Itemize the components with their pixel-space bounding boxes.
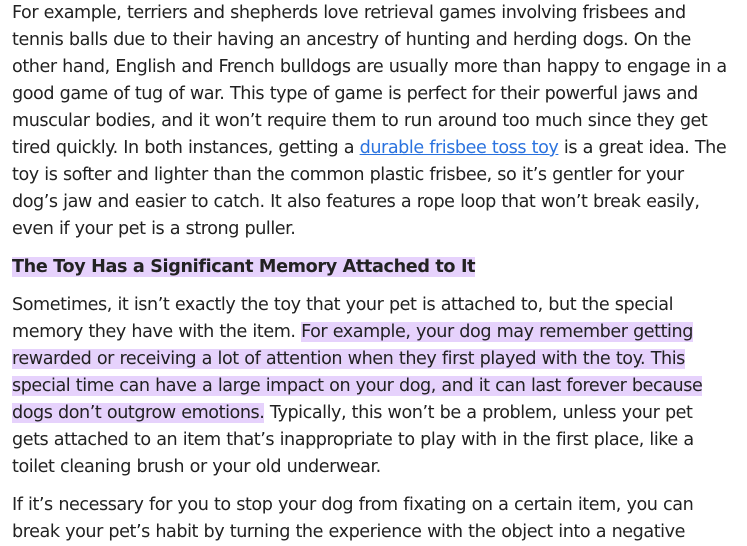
highlighted-text: For example, your dog may remember getting rewarded or receiving a lot of attention when they first played with the toy. This special time can have a large impact on your dog, and it can last forever because dogs don’t outgrow emotions. [12,322,703,423]
paragraph-text: Sometimes, it isn’t exactly the toy that your pet is attached to, but the special memory they have with the item. [12,295,674,342]
paragraph-retrieval-games [12,0,734,243]
article-body [12,0,734,546]
heading-text: The Toy Has a Significant Memory Attached to It [12,257,476,277]
paragraph-text: is a great idea. The toy is softer and lighter than the common plastic frisbee, so it’s gentler for your dog’s jaw and easier to catch. It also features a rope loop that won’t break easily, even if your pet is a strong puller. [12,138,727,239]
section-heading [12,254,734,281]
paragraph-break-habit [12,492,734,546]
frisbee-toy-link[interactable]: durable frisbee toss toy [359,138,559,158]
paragraph-text: Typically, this won’t be a problem, unless your pet gets attached to an item that’s inappropriate to play with in the first place, like a toilet cleaning brush or your old underwear. [12,403,694,477]
paragraph-memory [12,292,734,481]
paragraph-text: If it’s necessary for you to stop your dog from fixating on a certain item, you can break your pet’s habit by turning the experience with the object into a negative [12,495,694,542]
paragraph-text: For example, terriers and shepherds love retrieval games involving frisbees and tennis balls due to their having an ancestry of hunting and herding dogs. On the other hand, English and French bulldogs are usually more than happy to engage in a good game of tug of war. This type of game is perfect for their powerful jaws and muscular bodies, and it won’t require them to run around too much since they get tired quickly. In both instances, getting a [12,3,727,158]
